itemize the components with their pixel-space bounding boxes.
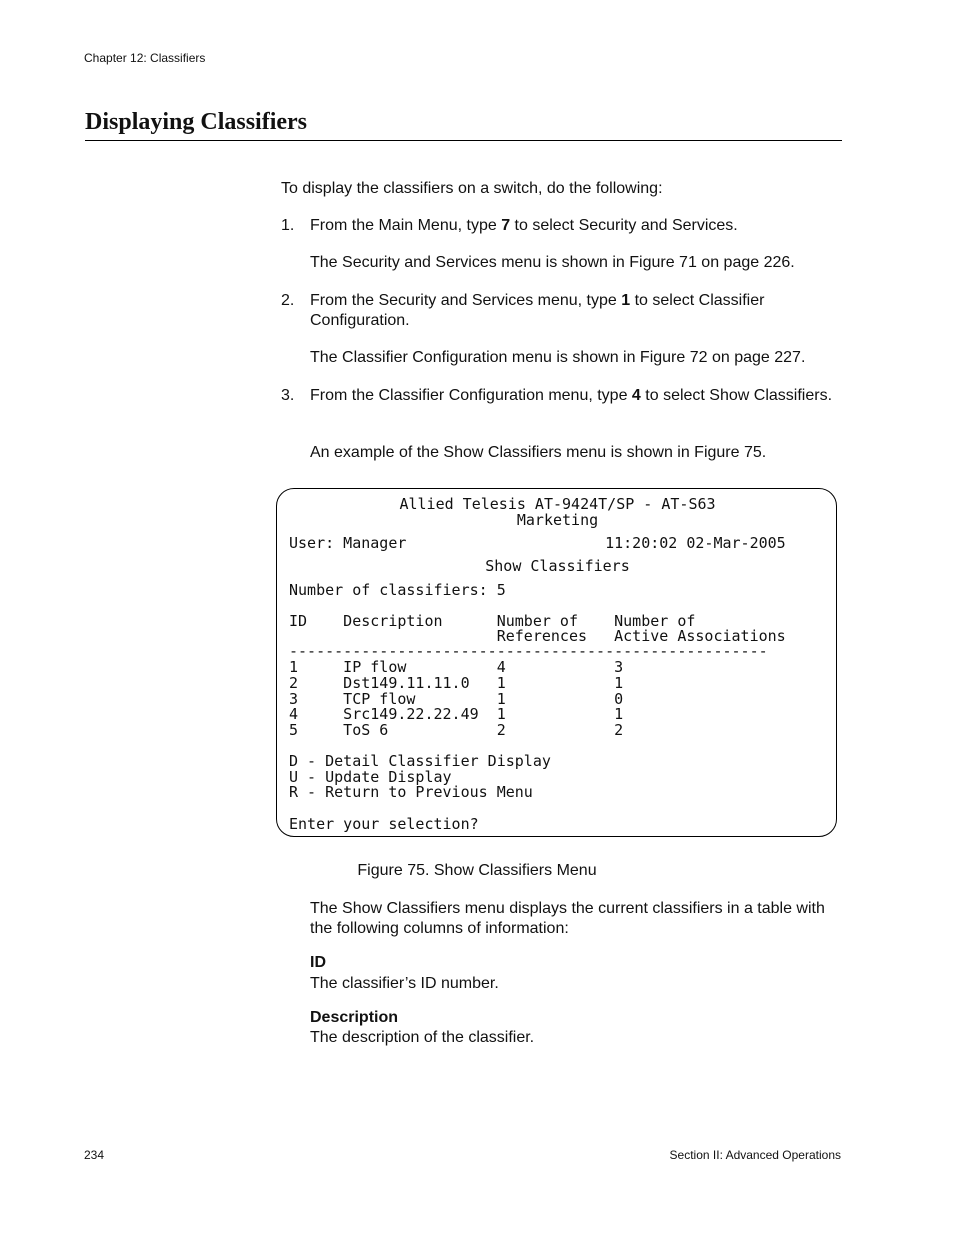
menu-option-detail: D - Detail Classifier Display	[289, 752, 551, 770]
step-text-part: From the Security and Services menu, type	[310, 292, 622, 309]
running-footer-section: Section II: Advanced Operations	[669, 1148, 841, 1162]
step-text-part: to select Show Classifiers.	[640, 387, 833, 404]
column-header-line-2: References Active Associations	[289, 627, 786, 645]
table-row: 5 ToS 6 2 2	[289, 721, 624, 739]
step-number: 2.	[281, 292, 295, 309]
definition-text-description: The description of the classifier.	[310, 1029, 535, 1046]
step-text-part: From the Classifier Configuration menu, type	[310, 387, 632, 404]
step-1-text	[310, 216, 845, 236]
selection-prompt: Enter your selection?	[289, 815, 479, 833]
step-text-part: to select Classifier Configuration.	[310, 292, 765, 329]
location-line: Marketing	[516, 511, 599, 529]
step-key: 1	[621, 292, 631, 309]
table-row: 1 IP flow 4 3	[289, 658, 624, 676]
step-number: 3.	[281, 387, 295, 404]
menu-option-update: U - Update Display	[289, 768, 452, 786]
page-title: Displaying Classifiers	[85, 106, 842, 141]
column-header-line-1: ID Description Number of Number of	[289, 612, 696, 630]
step-2-text	[310, 291, 845, 331]
classifier-count: Number of classifiers: 5	[289, 581, 506, 599]
step-1-note: The Security and Services menu is shown in Figure 71 on page 226.	[310, 254, 795, 271]
menu-title: Show Classifiers	[485, 557, 630, 575]
figure-caption: Figure 75. Show Classifiers Menu	[357, 862, 597, 879]
terminal-screen-figure	[276, 488, 837, 837]
step-key: 4	[631, 387, 641, 404]
definition-term-description: Description	[310, 1009, 399, 1026]
step-2-note: The Classifier Configuration menu is shown in Figure 72 on page 227.	[310, 349, 806, 366]
menu-option-return: R - Return to Previous Menu	[289, 783, 533, 801]
step-key: 7	[501, 217, 511, 234]
step-text-part: to select Security and Services.	[510, 217, 738, 234]
running-header: Chapter 12: Classifiers	[84, 51, 206, 65]
step-number: 1.	[281, 217, 295, 234]
page-number: 234	[84, 1148, 105, 1162]
table-row: 2 Dst149.11.11.0 1 1	[289, 674, 624, 692]
table-row: 3 TCP flow 1 0	[289, 690, 624, 708]
definition-term-id: ID	[310, 954, 326, 971]
step-3-note: An example of the Show Classifiers menu is shown in Figure 75.	[310, 444, 767, 461]
intro-paragraph: To display the classifiers on a switch, do the following:	[281, 180, 663, 197]
definition-text-id: The classifier’s ID number.	[310, 975, 499, 992]
table-divider: -----------------------------------------------------	[289, 643, 768, 659]
user-line: User: Manager 11:20:02 02-Mar-2005	[289, 534, 786, 552]
table-row: 4 Src149.22.22.49 1 1	[289, 705, 624, 723]
step-text-part: From the Main Menu, type	[310, 217, 502, 234]
step-3-text	[310, 386, 845, 406]
description-paragraph: The Show Classifiers menu displays the current classifiers in a table with the following columns of information:	[310, 900, 825, 937]
product-line: Allied Telesis AT-9424T/SP - AT-S63	[399, 495, 716, 513]
